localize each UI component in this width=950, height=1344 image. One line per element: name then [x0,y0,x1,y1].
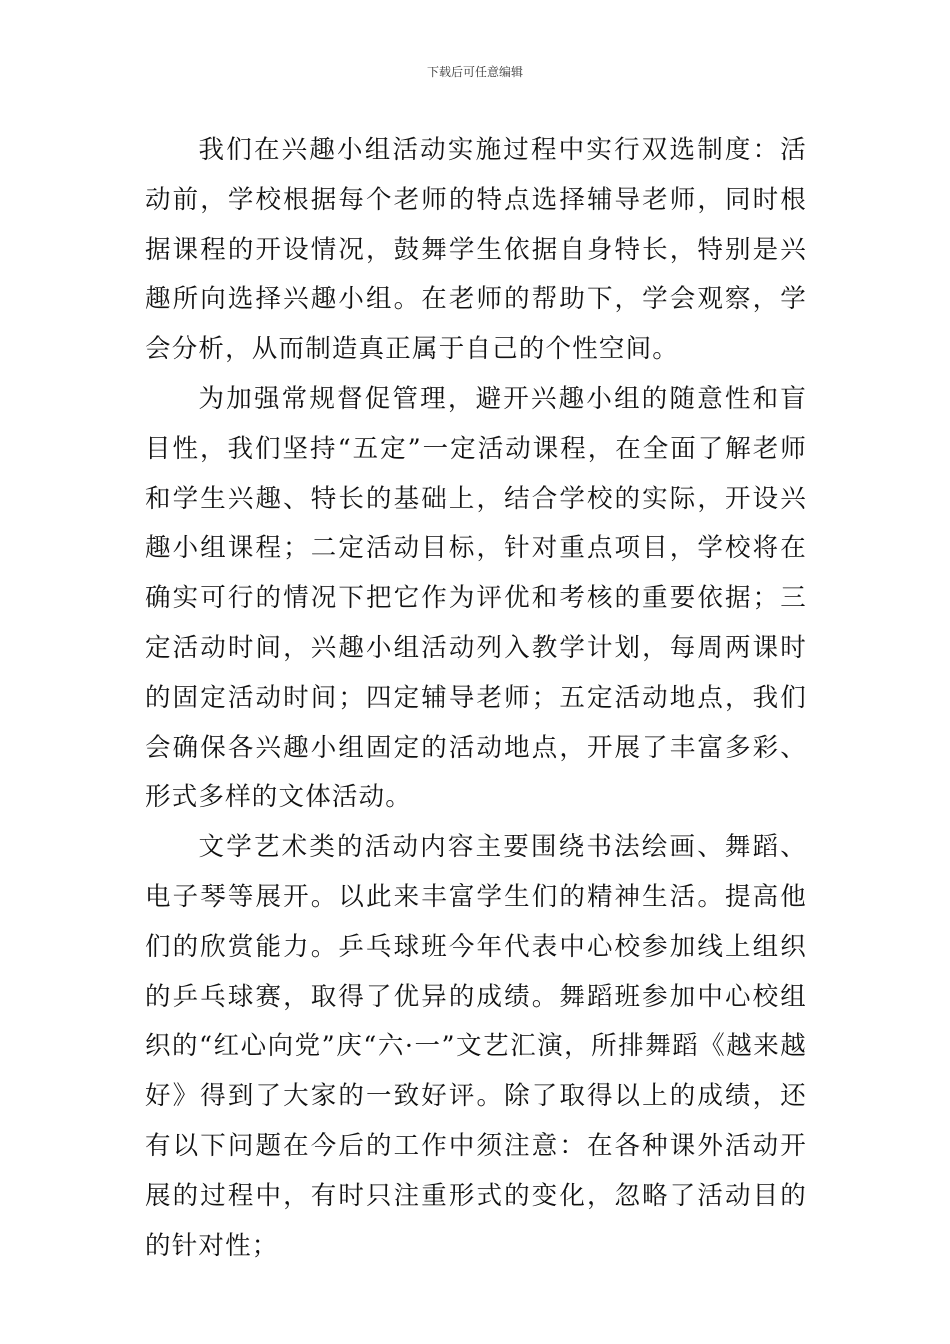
document-body [145,126,807,1271]
paragraph-arts-activities: 文学艺术类的活动内容主要围绕书法绘画、舞蹈、电子琴等展开。以此来丰富学生们的精神生活。提高他们的欣赏能力。乒乓球班今年代表中心校参加线上组织的乒乓球赛，取得了优异的成绩。舞蹈班参加中心校组织的“红心向党”庆“六·一”文艺汇演，所排舞蹈《越来越好》得到了大家的一致好评。除了取得以上的成绩，还有以下问题在今后的工作中须注意：在各种课外活动开展的过程中，有时只注重形式的变化，忽略了活动目的的针对性； [145,832,807,1261]
page-header: 下载后可任意编辑 [426,65,523,79]
paragraph-five-fixed-management: 为加强常规督促管理，避开兴趣小组的随意性和盲目性，我们坚持“五定”一定活动课程，在全面了解老师和学生兴趣、特长的基础上，结合学校的实际，开设兴趣小组课程；二定活动目标，针对重点项目，学校将在确实可行的情况下把它作为评优和考核的重要依据；三定活动时间，兴趣小组活动列入教学计划，每周两课时的固定活动时间；四定辅导老师；五定活动地点，我们会确保各兴趣小组固定的活动地点，开展了丰富多彩、形式多样的文体活动。 [145,383,807,813]
paragraph-selection-system: 我们在兴趣小组活动实施过程中实行双选制度：活动前，学校根据每个老师的特点选择辅导老师，同时根据课程的开设情况，鼓舞学生依据自身特长，特别是兴趣所向选择兴趣小组。在老师的帮助下，学会观察，学会分析，从而制造真正属于自己的个性空间。 [145,135,807,365]
